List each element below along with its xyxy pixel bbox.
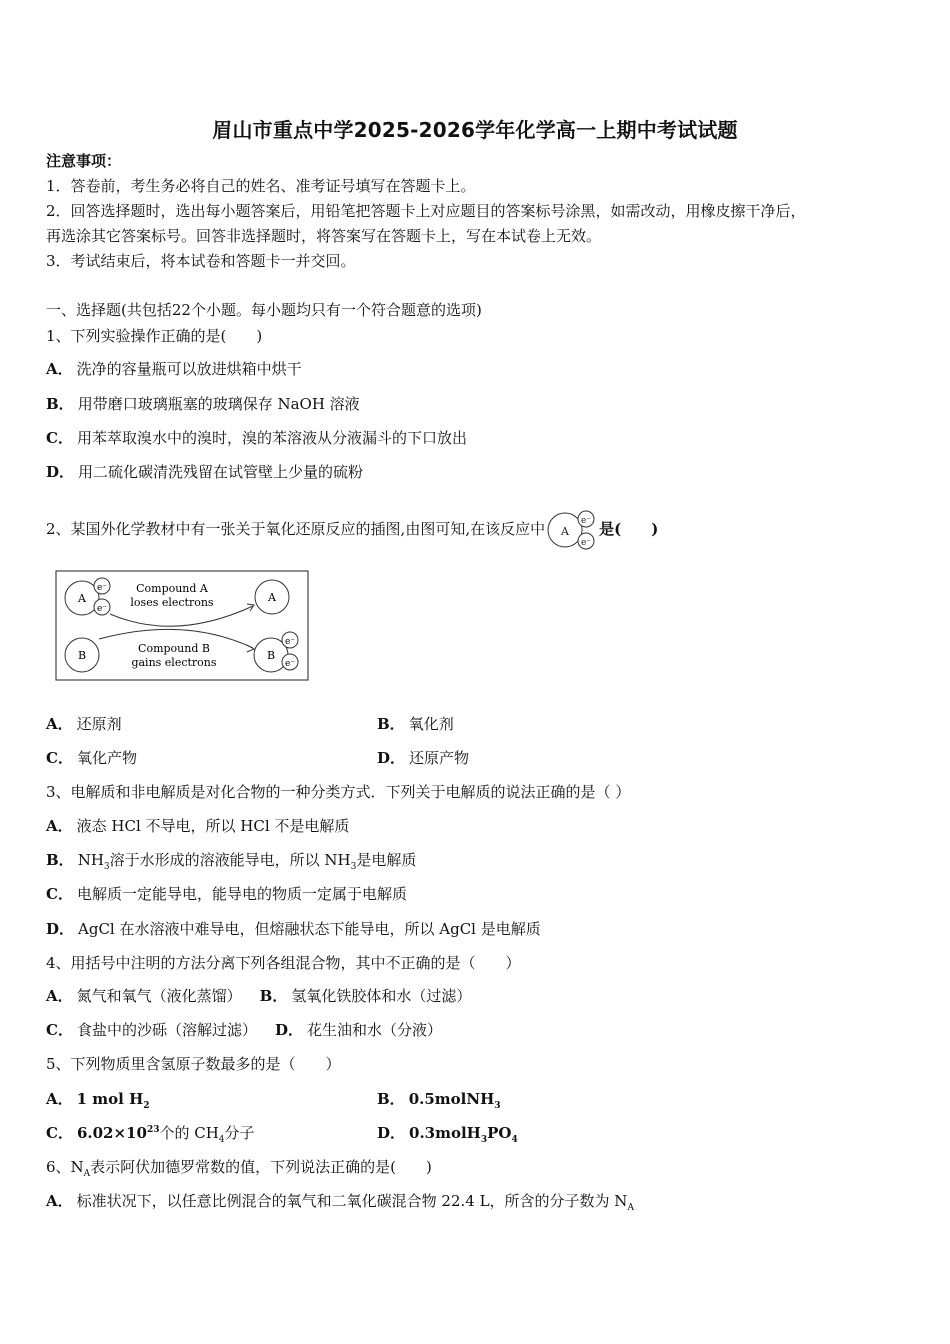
- option-text: 用苯萃取溴水中的溴时，溴的苯溶液从分液漏斗的下口放出: [76, 429, 467, 447]
- section-heading: 一、选择题(共包括22个小题。每小题均只有一个符合题意的选项): [46, 301, 482, 319]
- q4-option-d[interactable]: D． 花生油和水（分液）: [274, 1021, 442, 1039]
- diagram-electron: e⁻: [284, 637, 296, 647]
- option-label: C．: [46, 749, 73, 767]
- option-label: C．: [46, 885, 73, 903]
- q5-option-b[interactable]: B． 0.5molNH$_3$: [377, 1090, 501, 1111]
- option-label: D．: [377, 749, 406, 767]
- q2-stem-post: 是( ): [599, 520, 659, 538]
- option-text: 氧化剂: [408, 715, 454, 733]
- notice-item-1: 1．答卷前，考生务必将自己的姓名、准考证号填写在答题卡上。: [46, 177, 476, 195]
- q5-stem: 5、下列物质里含氢原子数最多的是（ ）: [46, 1055, 341, 1073]
- option-text: 电解质一定能导电，能导电的物质一定属于电解质: [76, 885, 407, 903]
- redox-electron-transfer-diagram: [55, 570, 309, 682]
- option-text: 还原产物: [409, 749, 470, 767]
- q5-option-a[interactable]: A． 1 mol $H_2$: [46, 1090, 150, 1111]
- diagram-electron: e⁻: [284, 659, 296, 669]
- option-label: A．: [46, 817, 73, 835]
- diagram-label-a1: Compound A: [136, 582, 208, 595]
- option-text: 用二硫化碳清洗残留在试管壁上少量的硫粉: [78, 463, 364, 481]
- notice-item-2: 2．回答选择题时，选出每小题答案后，用铅笔把答题卡上对应题目的答案标号涂黑，如需改动，用橡皮擦干净后，: [46, 202, 806, 220]
- q3-stem: 3、电解质和非电解质是对化合物的一种分类方式．下列关于电解质的说法正确的是（ ）: [46, 783, 631, 801]
- option-label: A．: [46, 715, 73, 733]
- q2-option-d[interactable]: [377, 748, 469, 768]
- option-text: AgCl 在水溶液中难导电，但熔融状态下能导电，所以 AgCl 是电解质: [78, 920, 541, 938]
- inline-atom-label: A: [561, 525, 570, 538]
- q6-option-a[interactable]: A． 标准状况下，以任意比例混合的氧气和二氧化碳混合物 22.4 L，所含的分子数为 $N_A$: [46, 1192, 634, 1213]
- q1-option-d[interactable]: [46, 462, 363, 482]
- q1-option-c[interactable]: [46, 428, 467, 448]
- q3-option-d[interactable]: [46, 919, 541, 939]
- q2-option-c[interactable]: [46, 748, 137, 768]
- option-label: B．: [46, 851, 74, 869]
- option-label: D．: [46, 920, 75, 938]
- option-text: 洗净的容量瓶可以放进烘箱中烘干: [76, 360, 302, 378]
- option-label: B．: [377, 715, 405, 733]
- diagram-atom-b-right: B: [266, 649, 276, 662]
- q1-option-b[interactable]: [46, 394, 360, 414]
- q4-option-b[interactable]: B． 氢氧化铁胶体和水（过滤）: [259, 987, 472, 1005]
- q1-option-a[interactable]: [46, 359, 302, 379]
- diagram-atom-b-left: B: [77, 649, 87, 662]
- q2-stem-pre: 2、某国外化学教材中有一张关于氧化还原反应的插图,由图可知,在该反应中: [46, 520, 546, 538]
- q4-option-c[interactable]: C． 食盐中的沙砾（溶解过滤）: [46, 1021, 257, 1039]
- diagram-label-b1: Compound B: [138, 642, 210, 655]
- diagram-electron: e⁻: [96, 604, 108, 614]
- diagram-electron: e⁻: [96, 583, 108, 593]
- diagram-label-b2: gains electrons: [131, 656, 217, 669]
- option-label: A．: [46, 360, 73, 378]
- q2-option-a[interactable]: [46, 714, 122, 734]
- notice-heading: 注意事项：: [46, 152, 122, 170]
- option-text: 用带磨口玻璃瓶塞的玻璃保存 NaOH 溶液: [77, 395, 360, 413]
- inline-electron-2: e⁻: [581, 538, 592, 548]
- option-label: B．: [46, 395, 74, 413]
- q5-option-d[interactable]: D． $0.3molH_3PO_4$: [377, 1124, 518, 1145]
- q3-option-c[interactable]: [46, 884, 407, 904]
- inline-electron-1: e⁻: [581, 516, 592, 526]
- q1-stem: 1、下列实验操作正确的是( ): [46, 327, 263, 345]
- option-text: 氧化产物: [76, 749, 137, 767]
- q6-stem: 6、$N_A$表示阿伏加德罗常数的值，下列说法正确的是( ): [46, 1158, 432, 1179]
- q4-option-a[interactable]: A． 氮气和氧气（液化蒸馏）: [46, 987, 242, 1005]
- option-text: 还原剂: [76, 715, 122, 733]
- notice-item-2-cont: 再选涂其它答案标号。回答非选择题时，将答案写在答题卡上，写在本试卷上无效。: [46, 227, 602, 245]
- q3-option-a[interactable]: [46, 816, 349, 836]
- page-title: 眉山市重点中学2025-2026学年化学高一上期中考试试题: [212, 118, 738, 142]
- q4-stem: 4、用括号中注明的方法分离下列各组混合物，其中不正确的是（ ）: [46, 954, 521, 972]
- q4-options-row-1: [46, 986, 471, 1006]
- atom-a-inline-figure: [547, 508, 597, 552]
- diagram-atom-a-right: A: [268, 591, 276, 604]
- q5-option-c[interactable]: C． $6.02\times 10^{23}$个的 $CH_4$分子: [46, 1124, 255, 1145]
- diagram-atom-a-left: A: [78, 592, 86, 605]
- option-text: 液态 HCl 不导电，所以 HCl 不是电解质: [76, 817, 350, 835]
- diagram-label-a2: loses electrons: [130, 596, 214, 609]
- option-label: C．: [46, 429, 73, 447]
- q2-option-b[interactable]: [377, 714, 454, 734]
- option-text: $NH_3$溶于水形成的溶液能导电，所以 $NH_3$是电解质: [77, 851, 417, 872]
- q2-stem: [46, 508, 658, 552]
- option-label: D．: [46, 463, 75, 481]
- q4-options-row-2: [46, 1020, 442, 1040]
- q3-option-b[interactable]: [46, 850, 416, 870]
- notice-item-3: 3．考试结束后，将本试卷和答题卡一并交回。: [46, 252, 356, 270]
